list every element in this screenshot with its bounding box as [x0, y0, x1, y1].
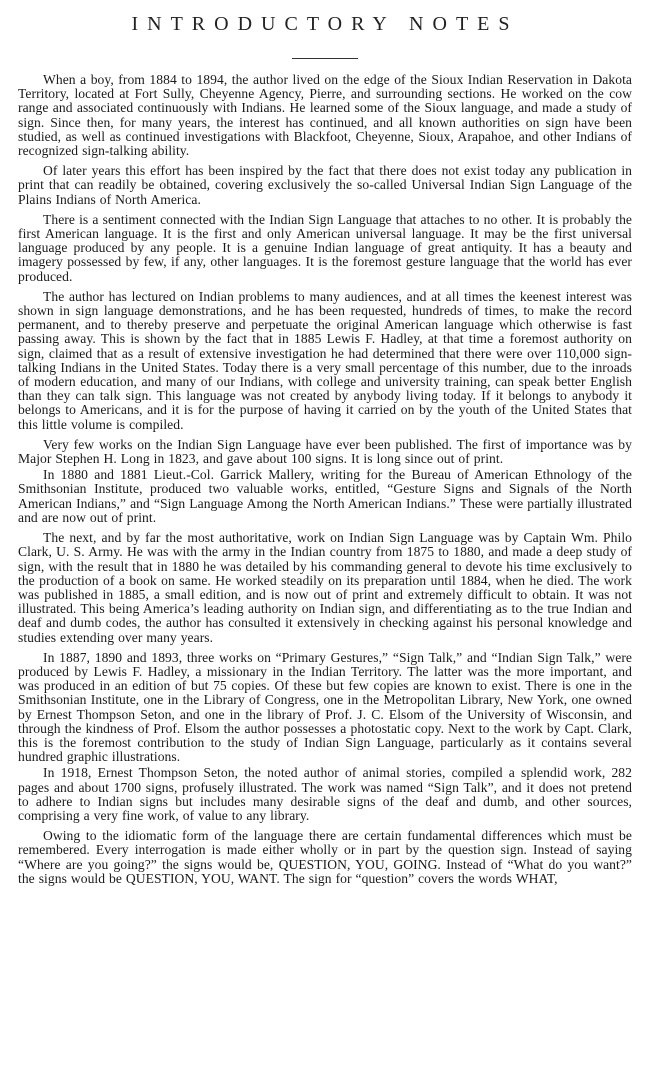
paragraph: In 1918, Ernest Thompson Seton, the noted author of animal stories, compiled a splendid work, 282 pages and about 1700 signs, profusely illustrated. The work was named “Sign Talk”, and it does not pretend to adhere to Indian signs but includes many desirable signs of the deaf and dumb, and other sources, comprising a very fine work, of value to any library. [18, 765, 632, 823]
title-divider [292, 58, 358, 59]
paragraph: When a boy, from 1884 to 1894, the author lived on the edge of the Sioux Indian Reservation in Dakota Territory, located at Fort Sully, Cheyenne Agency, Pierre, and surrounding sections. He worked on the cow range and associated continuously with Indians. He learned some of the Sioux language, and made a study of sign. Since then, for many years, the interest has continued, and all known authorities on sign have been studied, as well as continued investigations with Blackfoot, Cheyenne, Sioux, Arapahoe, and other Indians of recognized sign-talking ability. [18, 72, 632, 159]
document-page [18, 0, 632, 892]
paragraph: Of later years this effort has been inspired by the fact that there does not exist today any publication in print that can readily be obtained, covering exclusively the so-called Universal Indian Sign Language of the Plains Indians of North America. [18, 163, 632, 207]
paragraph: Very few works on the Indian Sign Language have ever been published. The first of importance was by Major Stephen H. Long in 1823, and gave about 100 signs. It is long since out of print. [18, 436, 632, 467]
document-body [18, 73, 632, 886]
page-title: INTRODUCTORY NOTES [131, 13, 519, 35]
paragraph: Owing to the idiomatic form of the language there are certain fundamental differences which must be remembered. Every interrogation is made either wholly or in part by the question sign. Instead of saying “Where are you going?” the signs would be, QUESTION, YOU, GOING. Instead of “What do you want?” the signs would be QUESTION, YOU, WANT. The sign for “question” covers the words WHAT, [18, 828, 632, 886]
paragraph: The author has lectured on Indian problems to many audiences, and at all times the keenest interest was shown in sign language demonstrations, and he has been requested, hundreds of times, to make the record permanent, and to thereby preserve and perpetuate the original American language which otherwise is fast passing away. This is shown by the fact that in 1885 Lewis F. Hadley, at that time a foremost authority on sign, claimed that as a result of extensive investigation he had determined that there were over 110,000 sign-talking Indians in the United States. Today there is a very small percentage of this number, due to the inroads of modern education, and many of our Indians, with college and university training, can speak better English than they can talk sign. This language was not created by anybody living today. If it belongs to anybody it belongs to Americans, and it is for the purpose of having it carried on by the youth of the United States that this little volume is compiled. [18, 288, 632, 432]
paragraph: In 1880 and 1881 Lieut.-Col. Garrick Mallery, writing for the Bureau of American Ethnology of the Smithsonian Institute, produced two valuable works, entitled, “Gesture Signs and Signals of the North American Indians,” and “Sign Language Among the North American Indians.” These were partially illustrated and are now out of print. [18, 467, 632, 525]
paragraph: The next, and by far the most authoritative, work on Indian Sign Language was by Captain Wm. Philo Clark, U. S. Army. He was with the army in the Indian country from 1875 to 1880, and made a deep study of sign, with the result that in 1880 he was detailed by his commanding general to devote his time exclusively to the production of a book on same. He worked steadily on its preparation until 1884, when he died. The work was published in 1885, a small edition, and is now out of print and extremely difficult to obtain. It was not illustrated. This being America’s leading authority on Indian sign, and differentiating as to the true Indian and deaf and dumb codes, the author has consulted it extensively in checking against his personal knowledge and studies extending over many years. [18, 530, 632, 645]
paragraph: There is a sentiment connected with the Indian Sign Language that attaches to no other. It is probably the first American language. It is the first and only American universal language. It may be the first universal language produced by any people. It is a genuine Indian language of great antiquity. It has a beauty and imagery possessed by few, if any, other languages. It is the foremost gesture language that the world has ever produced. [18, 211, 632, 284]
paragraph: In 1887, 1890 and 1893, three works on “Primary Gestures,” “Sign Talk,” and “Indian Sign Talk,” were produced by Lewis F. Hadley, a missionary in the Indian Territory. The latter was the more important, and was produced in an edition of but 75 copies. Of these but few copies are known to exist. There is one in the Smithsonian Institute, one in the Library of Congress, one in the Metropolitan Library, New York, one owned by Ernest Thompson Seton, and one in the library of Prof. J. C. Elsom of the University of Wisconsin, and through the kindness of Prof. Elsom the author possesses a photostatic copy. Next to the work by Capt. Clark, this is the foremost contribution to the study of Indian Sign Language, particularly as it contains several hundred graphic illustrations. [18, 649, 632, 765]
